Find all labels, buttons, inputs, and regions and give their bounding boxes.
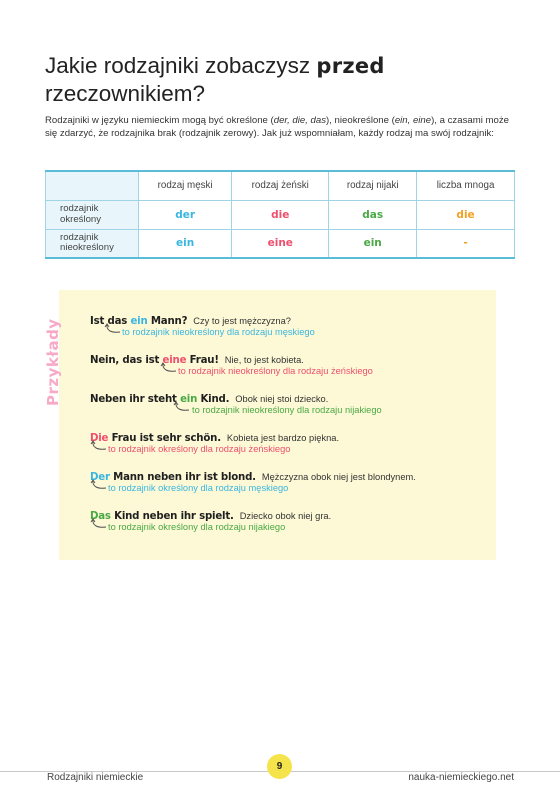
sentence-text: Neben ihr steht [90,394,181,405]
footer-website: nauka-niemieckiego.net [408,772,514,783]
sentence-text: Nein, das ist [90,355,163,366]
example-article: ein [130,316,148,327]
curved-arrow-icon [104,323,122,335]
curved-arrow-icon [90,518,108,530]
examples-label-text: Przykłady [44,318,62,406]
intro-text: ), a czasami może się zdarzyć, że rodzajnika brak (rodzajnik zerowy). Jak już wspomniałam, każdy rodzaj ma swój rodzajnik: [45,115,509,140]
example-note: to rodzajnik określony dla rodzaju żeńskiego [108,444,291,454]
curved-arrow-icon [90,479,108,491]
article-die-plural: die [456,208,475,221]
example-translation: Obok niej stoi dziecko. [235,394,329,404]
example-article: Der [90,472,110,483]
row-label-line: rodzajnik [60,203,99,214]
header-masculine: rodzaj męski [139,171,232,200]
row-label-line: rodzajnik [60,231,99,243]
header-plural: liczba mnoga [417,171,515,200]
example-article: Das [90,511,111,522]
article-none-plural: - [463,237,468,250]
header-neuter: rodzaj nijaki [329,171,417,200]
example-translation: Kobieta jest bardzo piękna. [226,433,340,443]
example-item [90,506,500,532]
example-translation: Czy to jest mężczyzna? [193,316,291,326]
intro-paragraph [45,114,520,141]
table-cell [139,229,232,258]
table-corner-cell [46,171,139,200]
examples-label [42,306,62,406]
intro-text: Rodzajniki w języku niemieckim mogą być określone ( [45,115,274,126]
sentence-text: Mann neben ihr ist blond. [109,472,256,483]
example-item [90,389,500,415]
row-label-definite [46,200,139,229]
article-das: das [362,208,384,221]
title-text-line2: rzeczownikiem? [45,81,206,106]
table-cell [232,229,329,258]
article-der: der [175,208,196,221]
article-ein-neuter: ein [363,237,382,250]
row-label-line: nieokreślony [60,242,114,254]
sentence-text: Kind. [197,394,230,405]
intro-indefinite-list: ein, eine [394,115,432,126]
sentence-text: Frau ist sehr schön. [108,433,221,444]
example-article: Die [90,433,109,444]
curved-arrow-icon [90,440,108,452]
intro-text: ), nieokreślone ( [326,115,395,126]
title-text: Jakie rodzajniki zobaczysz [45,53,317,78]
example-item [90,428,500,454]
row-label-indefinite [46,229,139,258]
example-translation: Mężczyzna obok niej jest blondynem. [261,472,416,482]
table-cell [329,200,417,229]
example-item [90,350,500,376]
example-article: ein [180,394,198,405]
table-cell [139,200,232,229]
sentence-text: Ist das [90,316,131,327]
table-cell [329,229,417,258]
footer-title: Rodzajniki niemieckie [47,772,144,783]
example-item [90,467,500,493]
page-number: 9 [267,754,292,779]
curved-arrow-icon [173,401,191,413]
row-label-line: określony [60,213,102,225]
example-sentence [90,355,219,366]
example-note: to rodzajnik określony dla rodzaju męskiego [108,483,289,493]
title-bold-word: przed [316,54,385,78]
example-note: to rodzajnik nieokreślony dla rodzaju żeńskiego [178,366,373,376]
article-ein: ein [176,237,195,250]
sentence-text: Kind neben ihr spielt. [110,511,234,522]
page-title [45,52,515,108]
sentence-text: Mann? [147,316,188,327]
intro-definite-list: der, die, das [273,115,327,126]
table-cell [417,229,515,258]
table-cell [417,200,515,229]
example-sentence [90,511,234,522]
articles-table [45,170,515,259]
example-note: to rodzajnik nieokreślony dla rodzaju męskiego [122,327,315,337]
table-cell [232,200,329,229]
example-note: to rodzajnik nieokreślony dla rodzaju nijakiego [192,405,382,415]
article-eine: eine [267,237,293,250]
curved-arrow-icon [160,362,178,374]
example-sentence [90,433,221,444]
article-die: die [271,208,290,221]
example-translation: Nie, to jest kobieta. [224,355,304,365]
header-feminine: rodzaj żeński [232,171,329,200]
sentence-text: Frau! [186,355,219,366]
example-note: to rodzajnik określony dla rodzaju nijakiego [108,522,286,532]
table-row [46,229,515,258]
table-header-row [46,171,515,200]
example-item [90,311,500,337]
table-row [46,200,515,229]
example-article: eine [162,355,187,366]
example-sentence [90,472,256,483]
example-sentence [90,394,229,405]
example-translation: Dziecko obok niej gra. [239,511,332,521]
